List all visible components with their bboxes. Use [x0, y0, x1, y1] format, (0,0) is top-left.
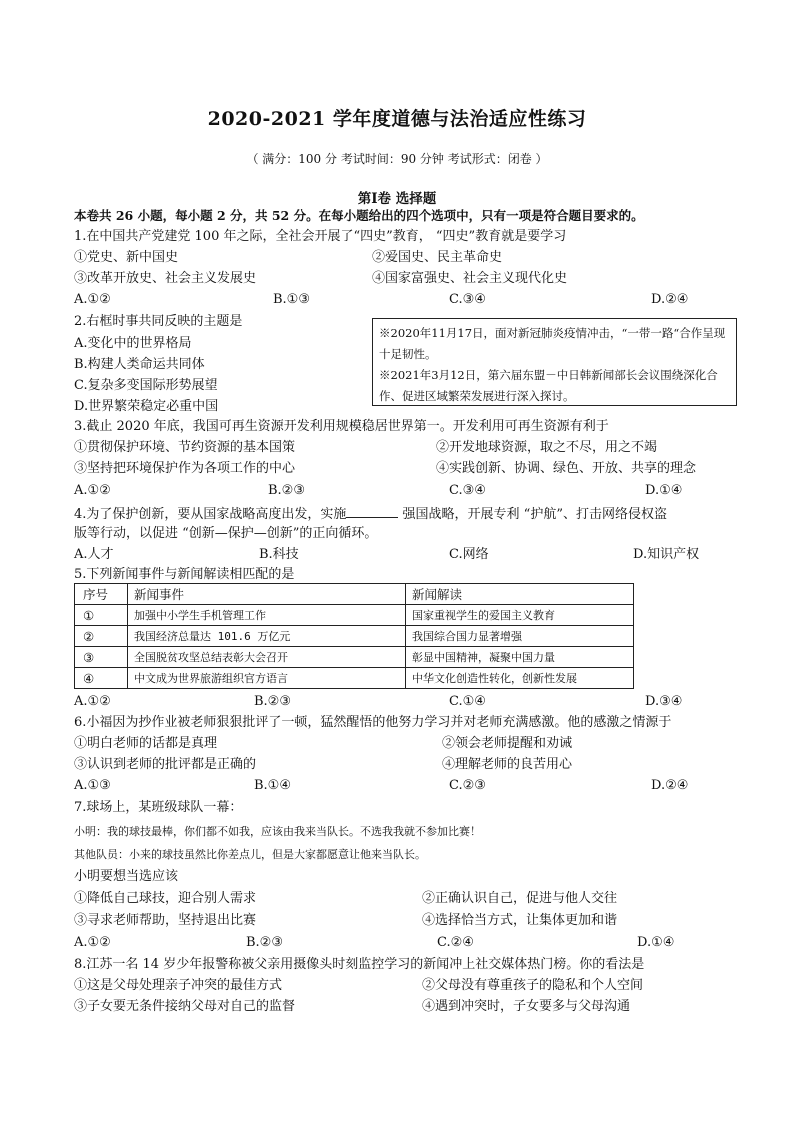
- q6-choice-a: A.①③: [74, 778, 111, 793]
- table-cell: 我国经济总量达 101.6 万亿元: [128, 626, 406, 647]
- table-row: [75, 605, 634, 626]
- table-cell: 加强中小学生手机管理工作: [128, 605, 406, 626]
- q6-option-4: ④理解老师的良苦用心: [442, 757, 573, 772]
- q3-option-1: ①贯彻保护环境、节约资源的基本国策: [74, 440, 296, 455]
- q7-dialogue-xiaoming: 小明：我的球技最棒，你们都不如我，应该由我来当队长。不选我我就不参加比赛！: [74, 825, 481, 838]
- q4-stem-part-2: 强国战略，开展专利 “护航”、打击网络侵权盗: [398, 507, 667, 522]
- q8-option-4: ④遇到冲突时，子女要多与父母沟通: [422, 999, 631, 1014]
- q4-choice-c: C.网络: [449, 547, 489, 562]
- q4-choice-d: D.知识产权: [633, 547, 700, 562]
- table-cell: 中文成为世界旅游组织官方语言: [128, 668, 406, 689]
- q7-option-1: ①降低自己球技，迎合别人需求: [74, 891, 257, 906]
- q7-option-4: ④选择恰当方式，让集体更加和谐: [422, 913, 618, 928]
- table-cell: 彰显中国精神，凝聚中国力量: [406, 647, 634, 668]
- table-header-cell: 新闻事件: [128, 584, 406, 605]
- table-header-cell: 新闻解读: [406, 584, 634, 605]
- question-7-stem: 7.球场上，某班级球队一幕：: [74, 800, 243, 815]
- q6-choice-b: B.①④: [254, 778, 291, 793]
- q1-option-2: ②爱国史、民主革命史: [372, 250, 503, 265]
- table-cell: ②: [75, 626, 128, 647]
- q1-choice-a: A.①②: [74, 292, 111, 307]
- page-title: 2020-2021 学年度道德与法治适应性练习: [207, 108, 587, 130]
- q1-option-3: ③改革开放史、社会主义发展史: [74, 271, 257, 286]
- q4-stem-line-2: 版等行动，以促进 “创新—保护—创新”的正向循环。: [74, 526, 378, 541]
- q3-option-2: ②开发地球资源，取之不尽，用之不竭: [436, 440, 658, 455]
- q3-choice-c: C.③④: [449, 483, 486, 498]
- q4-choice-a: A.人才: [74, 547, 114, 562]
- q1-choice-d: D.②④: [651, 292, 689, 307]
- table-cell: 中华文化创造性转化，创新性发展: [406, 668, 634, 689]
- q7-prompt: 小明要想当选应该: [74, 869, 179, 884]
- q2-choice-b: B.构建人类命运共同体: [74, 357, 205, 372]
- question-8-stem: 8.江苏一名 14 岁少年报警称被父亲用摄像头时刻监控学习的新闻冲上社交媒体热门榜。你的看法是: [74, 957, 645, 972]
- news-table: [74, 583, 634, 689]
- table-cell: ④: [75, 668, 128, 689]
- table-cell: 全国脱贫攻坚总结表彰大会召开: [128, 647, 406, 668]
- q5-choice-a: A.①②: [74, 694, 111, 709]
- q7-choice-b: B.②③: [246, 935, 283, 950]
- question-4-stem: [74, 505, 667, 523]
- table-cell: ①: [75, 605, 128, 626]
- news-box-line-1: ※2020年11月17日，面对新冠肺炎疫情冲击，“一带一路“合作呈现十足韧性。: [379, 326, 726, 361]
- answer-blank: [346, 505, 398, 518]
- q6-option-1: ①明白老师的话都是真理: [74, 736, 218, 751]
- news-box-line-2: ※2021年3月12日，第六届东盟－中日韩新闻部长会议围绕深化合作、促进区域繁荣发展进行深入探讨。: [379, 368, 718, 403]
- q8-option-3: ③子女要无条件接纳父母对自己的监督: [74, 999, 296, 1014]
- q7-choice-c: C.②④: [437, 935, 474, 950]
- table-header-row: [75, 584, 634, 605]
- q4-stem-part-1: 4.为了保护创新，要从国家战略高度出发，实施: [74, 507, 347, 522]
- q3-choice-d: D.①④: [645, 483, 683, 498]
- table-header-cell: 序号: [75, 584, 128, 605]
- q2-choice-c: C.复杂多变国际形势展望: [74, 378, 218, 393]
- q3-option-3: ③坚持把环境保护作为各项工作的中心: [74, 461, 296, 476]
- q1-option-4: ④国家富强史、社会主义现代化史: [372, 271, 568, 286]
- q1-choice-b: B.①③: [273, 292, 310, 307]
- table-cell: 国家重视学生的爱国主义教育: [406, 605, 634, 626]
- question-6-stem: 6.小福因为抄作业被老师狠狠批评了一顿，猛然醒悟的他努力学习并对老师充满感激。他的感激之情源于: [74, 715, 672, 730]
- q6-choice-d: D.②④: [651, 778, 689, 793]
- q7-dialogue-teammates: 其他队员：小来的球技虽然比你差点儿，但是大家都愿意让他来当队长。: [74, 848, 426, 861]
- question-1-stem: 1.在中国共产党建党 100 年之际，全社会开展了“四史”教育， “四史”教育就是要学习: [74, 229, 567, 244]
- q7-option-2: ②正确认识自己，促进与他人交往: [422, 891, 618, 906]
- q8-option-2: ②父母没有尊重孩子的隐私和个人空间: [422, 978, 644, 993]
- q7-option-3: ③寻求老师帮助，坚持退出比赛: [74, 913, 257, 928]
- table-row: [75, 647, 634, 668]
- q5-choice-d: D.③④: [645, 694, 683, 709]
- q6-option-3: ③认识到老师的批评都是正确的: [74, 757, 257, 772]
- q3-choice-a: A.①②: [74, 483, 111, 498]
- question-3-stem: 3.截止 2020 年底，我国可再生资源开发利用规模稳居世界第一。开发利用可再生资源有利于: [74, 419, 609, 434]
- q4-choice-b: B.科技: [259, 547, 299, 562]
- q7-choice-a: A.①②: [74, 935, 111, 950]
- table-row: [75, 668, 634, 689]
- news-box: [372, 318, 737, 406]
- q1-option-1: ①党史、新中国史: [74, 250, 179, 265]
- question-5-stem: 5.下列新闻事件与新闻解读相匹配的是: [74, 567, 295, 582]
- q8-option-1: ①这是父母处理亲子冲突的最佳方式: [74, 978, 283, 993]
- question-2-stem: 2.右框时事共同反映的主题是: [74, 314, 243, 329]
- q6-option-2: ②领会老师提醒和劝诫: [442, 736, 573, 751]
- q3-choice-b: B.②③: [268, 483, 305, 498]
- section-heading: 第Ⅰ卷 选择题: [357, 191, 437, 207]
- q3-option-4: ④实践创新、协调、绿色、开放、共享的理念: [436, 461, 697, 476]
- exam-info: （ 满分：100 分 考试时间：90 分钟 考试形式：闭卷 ）: [246, 152, 548, 166]
- q2-choice-d: D.世界繁荣稳定必重中国: [74, 399, 219, 414]
- instructions: 本卷共 26 小题，每小题 2 分，共 52 分。在每小题给出的四个选项中，只有一项是符合题目要求的。: [74, 208, 644, 223]
- q2-choice-a: A.变化中的世界格局: [74, 336, 192, 351]
- q1-choice-c: C.③④: [449, 292, 486, 307]
- q6-choice-c: C.②③: [449, 778, 486, 793]
- q5-choice-c: C.①④: [449, 694, 486, 709]
- table-cell: 我国综合国力显著增强: [406, 626, 634, 647]
- table-row: [75, 626, 634, 647]
- table-cell: ③: [75, 647, 128, 668]
- q7-choice-d: D.①④: [637, 935, 675, 950]
- q5-choice-b: B.②③: [254, 694, 291, 709]
